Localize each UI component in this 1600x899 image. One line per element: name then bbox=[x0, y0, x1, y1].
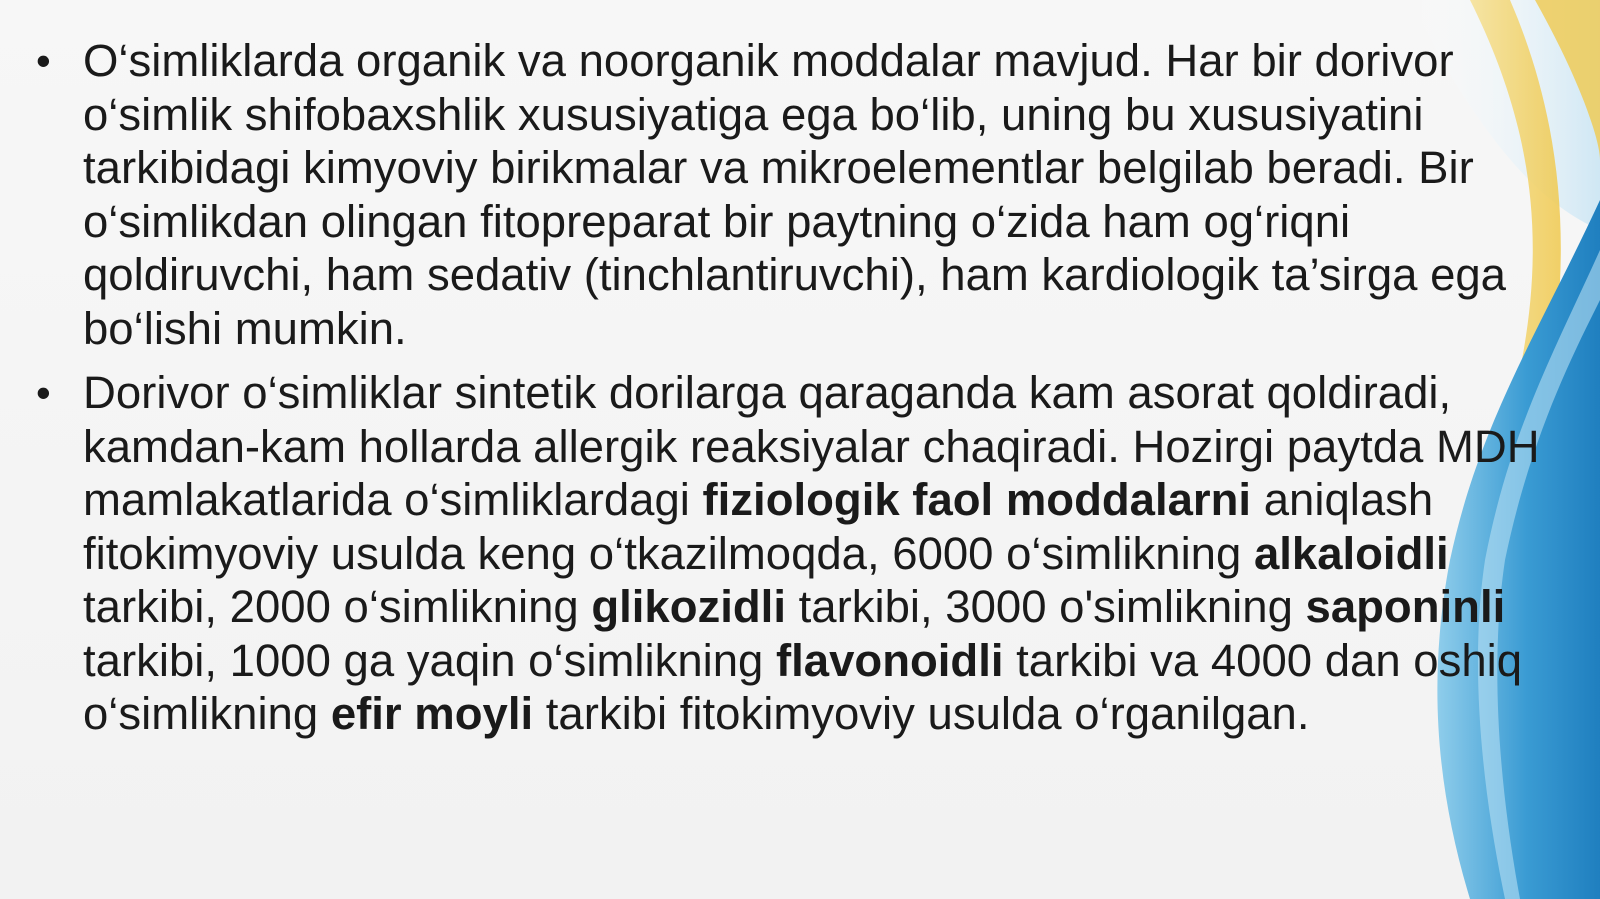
bullet-text bbox=[83, 367, 1540, 739]
bullet-list bbox=[36, 34, 1546, 752]
bullet-item bbox=[36, 34, 1546, 355]
bold-term: saponinli bbox=[1305, 581, 1506, 632]
text-segment: tarkibi, 2000 o‘simlikning bbox=[83, 581, 592, 632]
bold-term: fiziologik faol moddalarni bbox=[702, 474, 1252, 525]
text-segment: tarkibi, 3000 o'simlikning bbox=[785, 581, 1306, 632]
bold-term: flavonoidli bbox=[776, 634, 1004, 686]
bold-term: efir moyli bbox=[330, 688, 534, 739]
bullet-marker: • bbox=[36, 37, 51, 84]
bullet-marker: • bbox=[36, 369, 51, 416]
bullet-item bbox=[36, 366, 1546, 741]
text-segment: Dorivor o‘simliklar sintetik dorilarga qaraganda kam asorat qoldiradi, kamdan-kam hollarda allergik reaksiyalar chaqiradi. Hozirgi paytda MDH mamlakatlarida o‘simliklardagi bbox=[83, 367, 1540, 525]
text-segment: tarkibi fitokimyoviy usulda o‘rganilgan. bbox=[533, 688, 1310, 739]
text-segment: tarkibi, 1000 ga yaqin o‘simlikning bbox=[83, 634, 776, 686]
text-segment: tarkibi va 4000 dan oshiq o‘simlikning bbox=[83, 634, 1523, 739]
text-segment: O‘simliklarda organik va noorganik moddalar mavjud. Har bir dorivor o‘simlik shifobaxshlik xususiyatiga ega bo‘lib, uning bu xususiyatini tarkibidagi kimyoviy birikmalar va mikroelementlar belgilab beradi. Bir o‘simlikdan olingan fitopreparat bir paytning o‘zida ham og‘riqni qoldiruvchi, ham sedativ (tinchlantiruvchi), ham kardiologik ta’sirga ega bo‘lishi mumkin. bbox=[83, 35, 1506, 354]
bullet-text bbox=[83, 35, 1506, 354]
text-segment: aniqlash fitokimyoviy usulda keng o‘tkazilmoqda, 6000 o‘simlikning bbox=[83, 474, 1434, 579]
bold-term: glikozidli bbox=[591, 581, 786, 632]
bold-term: alkaloidli bbox=[1253, 527, 1449, 579]
